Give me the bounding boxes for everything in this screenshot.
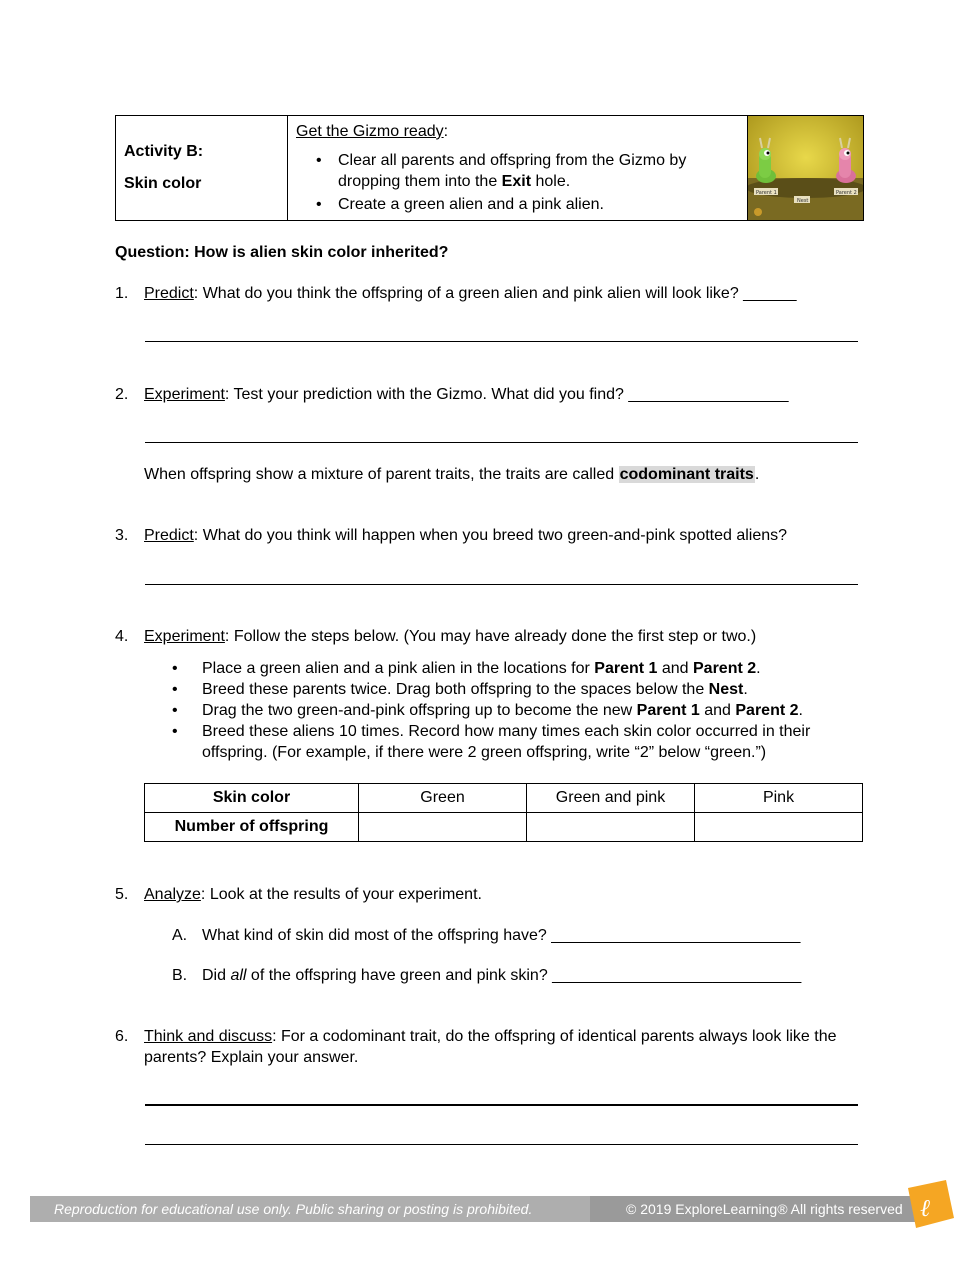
q2-number: 2.	[115, 386, 129, 403]
step1-parent1: Parent 1	[594, 660, 658, 677]
footer-right-bar	[590, 1196, 930, 1222]
q5b-text-b: of the offspring have green and pink skin? ____________________________	[246, 967, 802, 984]
codominant-text-b: .	[754, 466, 760, 483]
table-header-green: Green	[359, 784, 527, 813]
parent1-tag: Parent 1	[756, 190, 777, 196]
codominant-term: codominant traits	[619, 466, 754, 483]
q6-answer-line-1[interactable]	[145, 1104, 858, 1106]
q2-text: : Test your prediction with the Gizmo. What did you find? __________________	[224, 386, 789, 403]
svg-text:ℓ: ℓ	[920, 1194, 930, 1222]
q5b-text	[202, 966, 801, 987]
q4-steps-list	[172, 658, 872, 763]
table-header-green-pink: Green and pink	[527, 784, 695, 813]
q6-label: Think and discuss	[144, 1028, 273, 1045]
gizmo-screenshot-image	[748, 116, 863, 220]
step1-text: Place a green alien and a pink alien in the locations for	[202, 660, 595, 677]
q3-label: Predict	[144, 527, 194, 544]
activity-header-table	[115, 115, 864, 221]
q6-prompt	[144, 1027, 858, 1069]
footer-copyright: © 2019 ExploreLearning® All rights reserved	[626, 1201, 903, 1217]
q5-number: 5.	[115, 886, 129, 903]
q5-text: : Look at the results of your experiment.	[200, 886, 482, 903]
gizmo-ready-bullet-2: • Create a green alien and a pink alien.	[296, 195, 747, 216]
q4-step-2	[172, 679, 872, 700]
q6-text: : For a codominant trait, do the offspring of identical parents always look like the parents? Explain your answer.	[144, 1028, 837, 1066]
q1-prompt	[144, 284, 884, 305]
q5b-text-a: Did	[202, 967, 231, 984]
q4-number: 4.	[115, 628, 129, 645]
gizmo-ready-label: Get the Gizmo ready	[296, 123, 444, 140]
activity-topic: Skin color	[124, 174, 202, 192]
q4-text: : Follow the steps below. (You may have already done the first step or two.)	[224, 628, 757, 645]
step1-end: .	[756, 660, 761, 677]
bullet1-text-b: hole.	[531, 172, 571, 190]
q1-number: 1.	[115, 285, 129, 302]
table-cell-green-count[interactable]	[359, 813, 527, 842]
step3-end: .	[798, 702, 803, 719]
bullet1-text-a: Clear all parents and offspring from the Gizmo by dropping them into the	[338, 151, 687, 190]
table-header-pink: Pink	[695, 784, 863, 813]
q4-prompt	[144, 627, 756, 648]
step3-text: Drag the two green-and-pink offspring up to become the new	[202, 702, 637, 719]
gizmo-ready-bullet-1	[296, 151, 747, 193]
step1-parent2: Parent 2	[693, 660, 757, 677]
gizmo-ready-colon: :	[443, 123, 449, 140]
q6-answer-line-2[interactable]	[145, 1144, 858, 1145]
q2-label: Experiment	[144, 386, 225, 403]
q3-answer-line[interactable]	[145, 584, 858, 585]
parent2-tag: Parent 2	[836, 190, 857, 196]
q5a-label: A.	[172, 927, 188, 944]
codominant-text-a: When offspring show a mixture of parent traits, the traits are called	[144, 466, 619, 483]
step3-and: and	[699, 702, 736, 719]
q4-step-3	[172, 700, 872, 721]
q2-prompt	[144, 385, 789, 406]
q2-answer-line[interactable]	[145, 442, 858, 443]
bullet1-exit: Exit	[501, 172, 532, 190]
footer-bar	[30, 1196, 903, 1222]
q1-label: Predict	[144, 285, 194, 302]
step2-text: Breed these parents twice. Drag both offspring to the spaces below the	[202, 681, 709, 698]
q4-label: Experiment	[144, 628, 225, 645]
question-heading: Question: How is alien skin color inherited?	[115, 244, 449, 261]
skin-color-table	[144, 783, 863, 842]
footer-left-bar	[30, 1196, 590, 1222]
q5-prompt	[144, 885, 482, 906]
activity-label: Activity B:	[124, 143, 204, 160]
q1-text: : What do you think the offspring of a green alien and pink alien will look like? ______	[193, 285, 797, 302]
q3-number: 3.	[115, 527, 129, 544]
step3-parent1: Parent 1	[636, 702, 700, 719]
q3-text: : What do you think will happen when you breed two green-and-pink spotted aliens?	[193, 527, 788, 544]
codominant-definition	[144, 465, 759, 486]
q4-step-1	[172, 658, 872, 679]
step3-parent2: Parent 2	[735, 702, 799, 719]
step1-and: and	[657, 660, 693, 677]
q3-prompt	[144, 526, 787, 547]
q5-label: Analyze	[144, 886, 201, 903]
step2-nest: Nest	[708, 681, 744, 698]
q5b-text-em: all	[230, 967, 247, 984]
q5b-label: B.	[172, 967, 188, 984]
q1-answer-line[interactable]	[145, 341, 858, 342]
table-header-number-offspring: Number of offspring	[145, 813, 359, 842]
q4-step-4: • Breed these aliens 10 times. Record how many times each skin color occurred in their offspring. (For example, if there were 2 green offspring, write “2” below “green.”)	[172, 721, 862, 763]
explorelearning-logo-icon	[902, 1178, 958, 1234]
table-row	[145, 784, 863, 813]
q5a-text: What kind of skin did most of the offspring have? ____________________________	[202, 927, 801, 944]
table-row	[145, 813, 863, 842]
nest-tag: Nest	[797, 198, 809, 204]
table-cell-pink-count[interactable]	[695, 813, 863, 842]
gizmo-illustration	[748, 116, 863, 220]
step2-end: .	[743, 681, 748, 698]
table-cell-green-pink-count[interactable]	[527, 813, 695, 842]
footer-notice: Reproduction for educational use only. Public sharing or posting is prohibited.	[54, 1201, 533, 1217]
q6-number: 6.	[115, 1028, 129, 1045]
gizmo-ready-cell	[288, 116, 748, 220]
table-header-skin-color: Skin color	[145, 784, 359, 813]
activity-title-cell	[116, 116, 288, 220]
